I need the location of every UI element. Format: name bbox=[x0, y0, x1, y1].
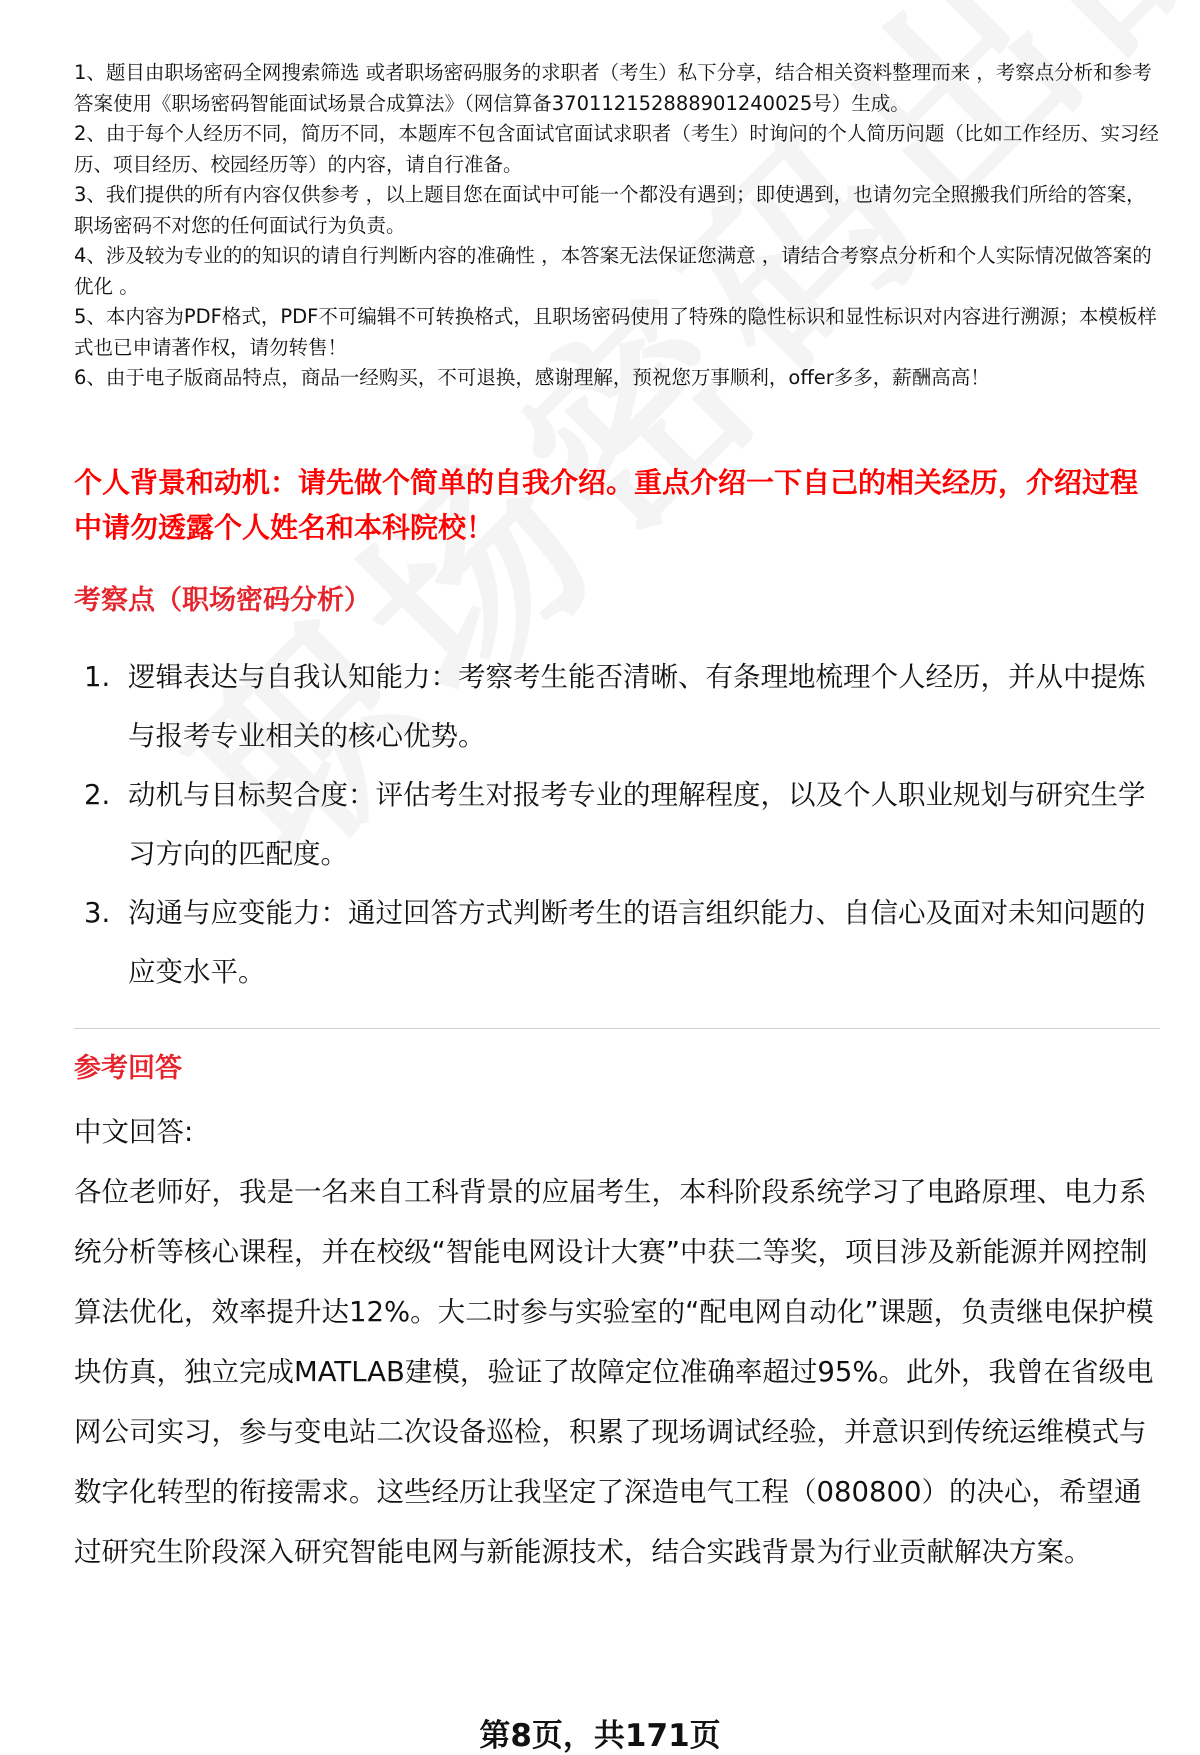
analysis-list bbox=[74, 648, 1164, 1002]
notice-item: 3、我们提供的所有内容仅供参考 ，以上题目您在面试中可能一个都没有遇到；即使遇到，也请勿完全照搬我们所给的答案，职场密码不对您的任何面试行为负责。 bbox=[74, 183, 1146, 237]
notice-item: 5、本内容为PDF格式，PDF不可编辑不可转换格式，且职场密码使用了特殊的隐性标识和显性标识对内容进行溯源；本模板样式也已申请著作权，请勿转售！ bbox=[74, 305, 1157, 359]
list-item bbox=[74, 884, 1164, 1002]
notice-item: 6、由于电子版商品特点，商品一经购买，不可退换，感谢理解，预祝您万事顺利，offer多多，薪酬高高！ bbox=[74, 366, 990, 389]
list-item bbox=[74, 766, 1164, 884]
notice-item: 2、由于每个人经历不同，简历不同，本题库不包含面试官面试求职者（考生）时询问的个人简历问题（比如工作经历、实习经历、项目经历、校园经历等）的内容，请自行准备。 bbox=[74, 122, 1159, 176]
reference-answer bbox=[74, 1102, 1160, 1582]
list-item-text: 沟通与应变能力：通过回答方式判断考生的语言组织能力、自信心及面对未知问题的应变水平。 bbox=[128, 897, 1146, 988]
analysis-title: 考察点（职场密码分析） bbox=[74, 585, 371, 616]
question-heading: 个人背景和动机：请先做个简单的自我介绍。重点介绍一下自己的相关经历，介绍过程中请勿透露个人姓名和本科院校！ bbox=[74, 466, 1139, 544]
reference-title: 参考回答 bbox=[74, 1053, 182, 1084]
list-item-text: 逻辑表达与自我认知能力：考察考生能否清晰、有条理地梳理个人经历，并从中提炼与报考专业相关的核心优势。 bbox=[128, 661, 1146, 752]
list-item-number: 2. bbox=[84, 779, 111, 811]
page-number: 第8页，共171页 bbox=[479, 1718, 721, 1754]
list-item-text: 动机与目标契合度：评估考生对报考专业的理解程度，以及个人职业规划与研究生学习方向的匹配度。 bbox=[128, 779, 1146, 870]
notice-item: 4、涉及较为专业的的知识的请自行判断内容的准确性 ，本答案无法保证您满意 ，请结合考察点分析和个人实际情况做答案的优化 。 bbox=[74, 244, 1152, 298]
list-item bbox=[74, 648, 1164, 766]
answer-label: 中文回答: bbox=[74, 1116, 194, 1148]
answer-body: 各位老师好，我是一名来自工科背景的应届考生，本科阶段系统学习了电路原理、电力系统分析等核心课程，并在校级“智能电网设计大赛”中获二等奖，项目涉及新能源并网控制算法优化，效率提升达12%。大二时参与实验室的“配电网自动化”课题，负责继电保护模块仿真，独立完成MATLAB建模，验证了故障定位准确率超过95%。此外，我曾在省级电网公司实习，参与变电站二次设备巡检，积累了现场调试经验，并意识到传统运维模式与数字化转型的衔接需求。这些经历让我坚定了深造电气工程（080800）的决心，希望通过研究生阶段深入研究智能电网与新能源技术，结合实践背景为行业贡献解决方案。 bbox=[74, 1176, 1154, 1568]
list-item-number: 1. bbox=[84, 661, 111, 693]
notice-block bbox=[74, 58, 1160, 394]
list-item-number: 3. bbox=[84, 897, 111, 929]
notice-item: 1、题目由职场密码全网搜索筛选 或者职场密码服务的求职者（考生）私下分享，结合相关资料整理而来 ，考察点分析和参考答案使用《职场密码智能面试场景合成算法》（网信算备370112152888901240025号）生成。 bbox=[74, 61, 1152, 115]
divider bbox=[74, 1028, 1160, 1029]
